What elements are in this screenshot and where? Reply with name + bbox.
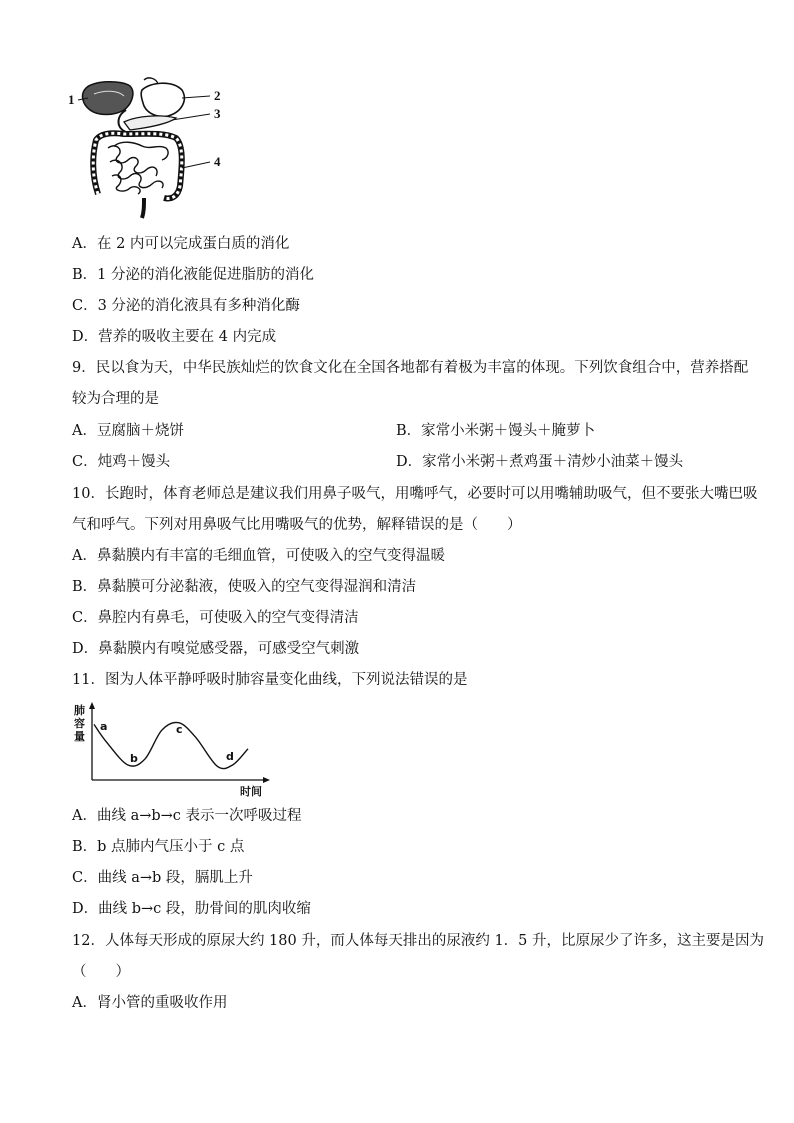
q12-stem-line1: 12．人体每天形成的原尿大约 180 升，而人体每天排出的尿液约 1．5 升，比原尿少了许多，这主要是因为 [72, 933, 765, 949]
ylabel-char-2: 容 [74, 717, 85, 730]
ylabel-char-1: 肺 [74, 704, 85, 717]
figure-label-1: 1 [68, 92, 75, 107]
lung-volume-chart [72, 700, 272, 800]
y-axis-arrow [89, 702, 95, 709]
q11-option-d: D．曲线 b→c 段，肋骨间的肌肉收缩 [72, 901, 311, 917]
q9-stem-line2: 较为合理的是 [72, 391, 159, 407]
point-label-b: b [130, 752, 138, 765]
lung-volume-curve [94, 722, 248, 768]
q11-option-a: A．曲线 a→b→c 表示一次呼吸过程 [72, 808, 302, 824]
figure-label-3: 3 [214, 106, 221, 121]
q8-option-c: C．3 分泌的消化液具有多种消化酶 [72, 298, 300, 314]
ylabel-char-3: 量 [74, 730, 85, 743]
point-label-d: d [226, 750, 234, 763]
q9-option-c: C．炖鸡＋馒头 [72, 454, 171, 470]
large-intestine-shape [93, 133, 182, 198]
small-intestine-shape [108, 142, 168, 194]
q9-option-a: A．豆腐脑＋烧饼 [72, 423, 184, 439]
figure-label-4: 4 [214, 154, 221, 169]
q8-option-b: B．1 分泌的消化液能促进脂肪的消化 [72, 267, 314, 283]
q8-option-a: A．在 2 内可以完成蛋白质的消化 [72, 236, 290, 252]
q10-option-d: D．鼻黏膜内有嗅觉感受器，可感受空气刺激 [72, 641, 360, 657]
q12-stem-line2: （ ） [72, 964, 130, 980]
q11-option-b: B．b 点肺内气压小于 c 点 [72, 839, 245, 855]
xlabel: 时间 [240, 785, 262, 798]
point-label-a: a [100, 720, 108, 733]
q11-stem: 11．图为人体平静呼吸时肺容量变化曲线，下列说法错误的是 [72, 672, 468, 688]
digestive-system-figure [64, 76, 234, 226]
q10-option-b: B．鼻黏膜可分泌黏液，使吸入的空气变得湿润和清洁 [72, 579, 417, 595]
q10-option-c: C．鼻腔内有鼻毛，可使吸入的空气变得清洁 [72, 610, 359, 626]
pancreas-shape [124, 116, 176, 130]
stomach-shape [141, 83, 184, 116]
q9-option-b: B．家常小米粥＋馒头＋腌萝卜 [396, 423, 596, 439]
q10-stem-line1: 10．长跑时，体育老师总是建议我们用鼻子吸气，用嘴呼气，必要时可以用嘴辅助吸气，但不要张大嘴巴吸 [72, 486, 758, 502]
point-label-c: c [176, 723, 183, 736]
q9-option-d: D．家常小米粥＋煮鸡蛋＋清炒小油菜＋馒头 [396, 454, 684, 470]
figure-label-2: 2 [214, 88, 221, 103]
q8-option-d: D．营养的吸收主要在 4 内完成 [72, 329, 277, 345]
q10-stem-line2: 气和呼气。下列对用鼻吸气比用嘴吸气的优势，解释错误的是（ ） [72, 517, 522, 533]
q10-option-a: A．鼻黏膜内有丰富的毛细血管，可使吸入的空气变得温暖 [72, 548, 445, 564]
x-axis-arrow [263, 777, 270, 783]
q12-option-a: A．肾小管的重吸收作用 [72, 995, 228, 1011]
q9-stem-line1: 9．民以食为天，中华民族灿烂的饮食文化在全国各地都有着极为丰富的体现。下列饮食组合中，营养搭配 [72, 360, 749, 376]
q11-option-c: C．曲线 a→b 段，膈肌上升 [72, 870, 253, 886]
